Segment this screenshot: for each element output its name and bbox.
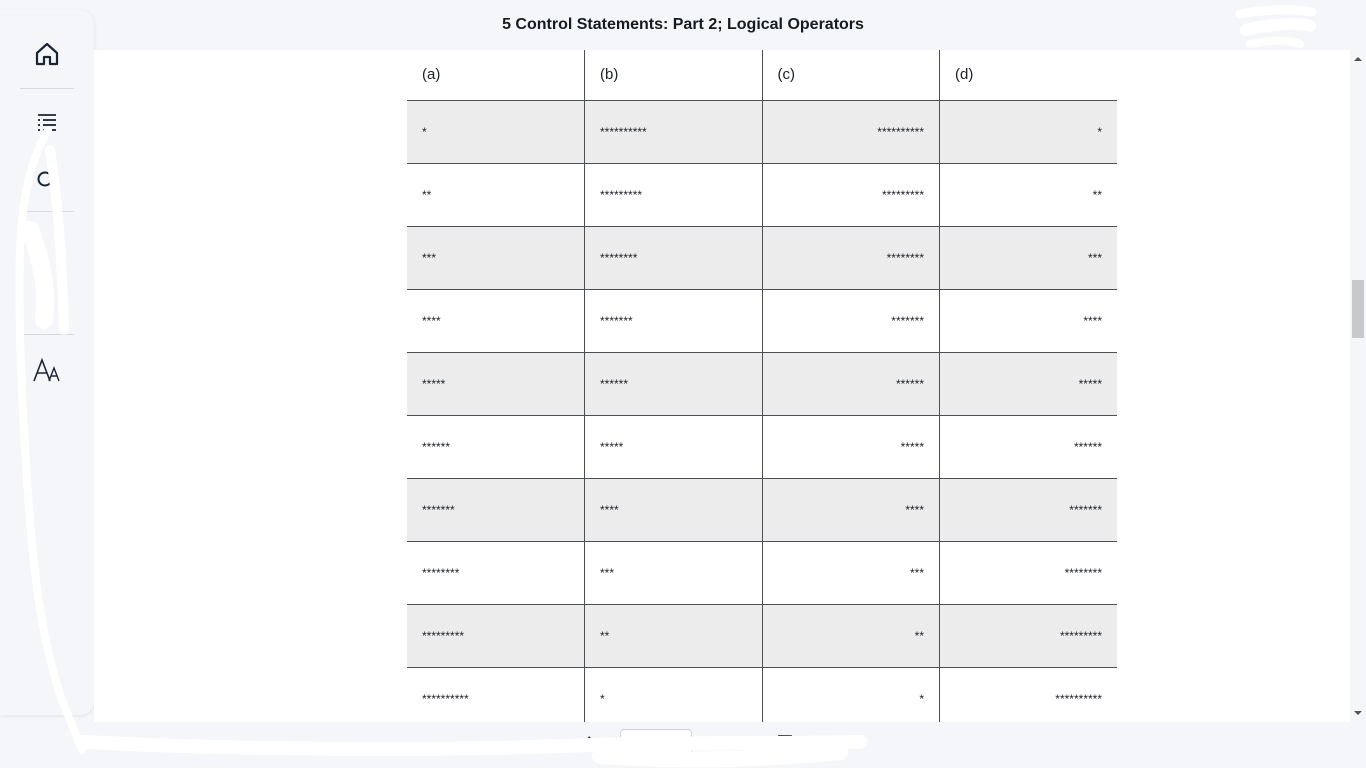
table-cell: *********: [762, 163, 940, 226]
table-cell: **: [940, 163, 1118, 226]
column-header-c: (c): [762, 50, 940, 100]
table-cell: *******: [762, 289, 940, 352]
table-cell: *****: [940, 352, 1118, 415]
table-row: [407, 289, 1117, 352]
bottom-navigation: [0, 722, 1366, 768]
table-cell: ********: [762, 226, 940, 289]
table-cell: *******: [940, 478, 1118, 541]
table-cell: ******: [585, 352, 763, 415]
table-row: [407, 163, 1117, 226]
chevron-left-icon[interactable]: [578, 734, 596, 754]
table-cell: **: [585, 604, 763, 667]
table-row: [407, 226, 1117, 289]
table-cell: *********: [407, 604, 585, 667]
table-cell: ***: [585, 541, 763, 604]
sidebar-divider: [20, 334, 74, 335]
table-cell: ******: [940, 415, 1118, 478]
table-row: [407, 541, 1117, 604]
table-cell: *****: [585, 415, 763, 478]
table-cell: *****: [762, 415, 940, 478]
table-cell: *******: [585, 289, 763, 352]
table-cell: **********: [940, 667, 1118, 722]
font-size-icon: [32, 357, 62, 383]
table-cell: **********: [407, 667, 585, 722]
table-cell: *: [407, 100, 585, 163]
sidebar-divider: [20, 211, 74, 212]
table-cell: ********: [407, 541, 585, 604]
table-cell: ********: [585, 226, 763, 289]
page-number-input[interactable]: [620, 729, 692, 759]
table-cell: ***: [407, 226, 585, 289]
table-cell: ***: [940, 226, 1118, 289]
table-cell: ***: [762, 541, 940, 604]
vertical-scrollbar[interactable]: [1350, 50, 1366, 722]
scrollbar-thumb[interactable]: [1352, 280, 1364, 338]
bookmark-icon[interactable]: [776, 734, 794, 754]
table-cell: *********: [585, 163, 763, 226]
table-cell: *****: [407, 352, 585, 415]
table-row: [407, 478, 1117, 541]
sidebar: [0, 10, 94, 715]
table-cell: *: [940, 100, 1118, 163]
table-row: [407, 415, 1117, 478]
table-of-contents-button[interactable]: [26, 102, 68, 144]
search-button[interactable]: [26, 160, 68, 202]
table-cell: **********: [585, 100, 763, 163]
column-header-a: (a): [407, 50, 585, 100]
scroll-down-arrow-icon[interactable]: [1353, 708, 1363, 718]
scroll-up-arrow-icon[interactable]: [1353, 54, 1363, 64]
column-header-d: (d): [940, 50, 1118, 100]
search-icon: [35, 169, 59, 193]
table-cell: **: [762, 604, 940, 667]
pattern-table: [407, 50, 1117, 722]
reader-content: [94, 50, 1350, 722]
table-cell: ******: [407, 415, 585, 478]
home-icon: [34, 41, 60, 67]
table-cell: *: [585, 667, 763, 722]
table-row: [407, 100, 1117, 163]
table-cell: ****: [940, 289, 1118, 352]
table-row: [407, 604, 1117, 667]
table-cell: **********: [762, 100, 940, 163]
page-title: 5 Control Statements: Part 2; Logical Operators: [502, 16, 864, 33]
top-bar: [0, 0, 1366, 50]
table-cell: ****: [762, 478, 940, 541]
sidebar-divider: [20, 88, 74, 89]
home-button[interactable]: [26, 33, 68, 75]
table-header-row: [407, 50, 1117, 100]
pattern-table-wrapper: [407, 50, 1117, 722]
table-cell: ******: [762, 352, 940, 415]
table-cell: ********: [940, 541, 1118, 604]
table-cell: *********: [940, 604, 1118, 667]
table-cell: **: [407, 163, 585, 226]
table-cell: *: [762, 667, 940, 722]
table-row: [407, 667, 1117, 722]
font-settings-button[interactable]: [26, 349, 68, 391]
table-cell: *******: [407, 478, 585, 541]
table-cell: ****: [585, 478, 763, 541]
table-of-contents-icon: [35, 111, 59, 135]
table-cell: ****: [407, 289, 585, 352]
column-header-b: (b): [585, 50, 763, 100]
table-row: [407, 352, 1117, 415]
